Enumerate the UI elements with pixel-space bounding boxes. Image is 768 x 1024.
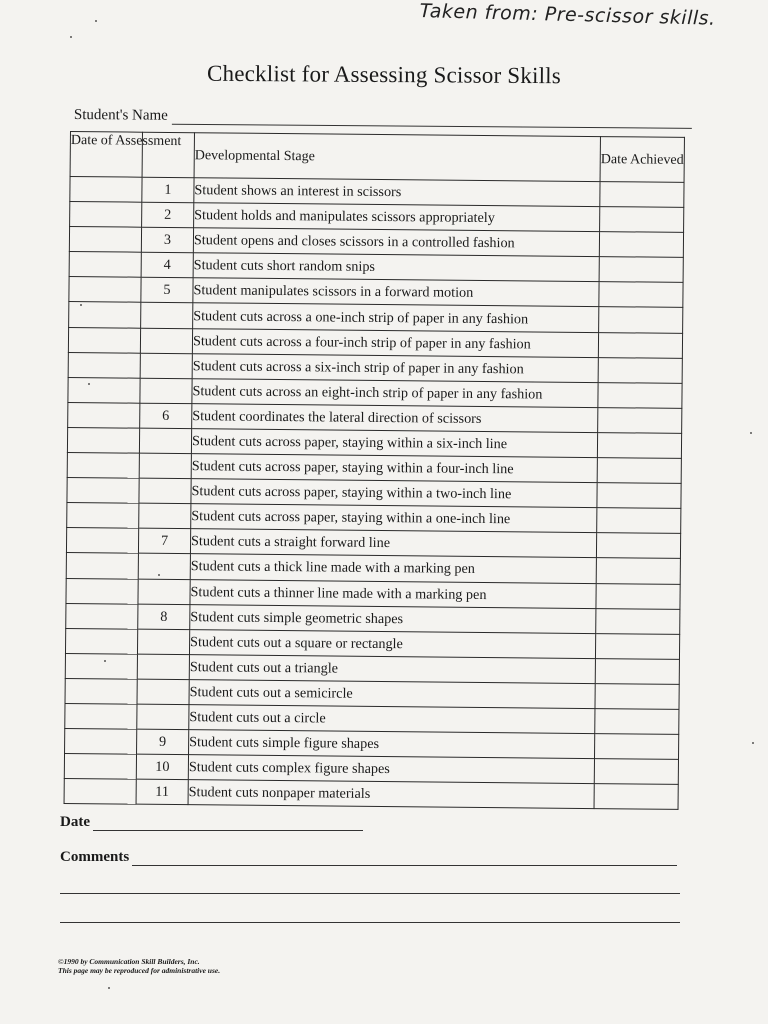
date-of-assessment-cell[interactable] [68,352,140,378]
comments-line-1[interactable] [132,851,677,866]
developmental-stage-text: Student cuts across paper, staying within a one-inch line [191,504,597,533]
stage-number: 10 [136,754,188,780]
date-of-assessment-cell[interactable] [65,703,137,729]
developmental-stage-text: Student cuts out a square or rectangle [189,629,595,658]
date-achieved-cell[interactable] [595,633,679,659]
date-of-assessment-cell[interactable] [64,754,136,780]
stage-number [137,654,189,680]
date-achieved-cell[interactable] [596,608,680,634]
date-achieved-cell[interactable] [597,483,681,509]
stage-number [139,478,191,504]
comments-line-3[interactable] [60,922,680,923]
developmental-stage-text: Student cuts short random snips [193,253,599,282]
stage-number [139,503,191,529]
comments-row [60,849,677,866]
developmental-stage-text: Student cuts out a triangle [189,654,595,683]
stage-number [137,679,189,705]
date-of-assessment-cell[interactable] [65,653,137,679]
stage-number: 9 [137,729,189,755]
date-of-assessment-cell[interactable] [68,402,140,428]
date-of-assessment-cell[interactable] [67,453,139,479]
date-achieved-cell[interactable] [599,307,683,333]
developmental-stage-text: Student cuts across paper, staying within a four-inch line [191,454,597,483]
checklist-body [64,177,684,810]
developmental-stage-text: Student cuts simple figure shapes [189,730,595,759]
developmental-stage-text: Student cuts a thinner line made with a marking pen [190,579,596,608]
stage-number: 6 [140,403,192,429]
date-of-assessment-cell[interactable] [68,327,140,353]
scan-speck [108,987,110,989]
date-of-assessment-cell[interactable] [67,503,139,529]
student-name-label: Student's Name [73,107,168,124]
date-achieved-cell[interactable] [595,683,679,709]
date-of-assessment-cell[interactable] [65,729,137,755]
developmental-stage-text: Student holds and manipulates scissors appropriately [194,203,600,232]
date-achieved-cell[interactable] [598,332,682,358]
stage-number [139,428,191,454]
header-developmental-stage: Developmental Stage [194,133,600,182]
date-achieved-cell[interactable] [596,533,680,559]
checklist-sheet [64,131,684,810]
stage-number [137,704,189,730]
stage-number [140,353,192,379]
stage-number: 5 [141,278,193,304]
copyright-line-2: This page may be reproduced for administrative use. [58,966,221,975]
date-achieved-cell[interactable] [599,257,683,283]
developmental-stage-text: Student opens and closes scissors in a controlled fashion [193,228,599,257]
developmental-stage-text: Student cuts nonpaper materials [188,780,594,809]
developmental-stage-text: Student cuts across a one-inch strip of paper in any fashion [193,303,599,332]
stage-number [140,378,192,404]
date-achieved-cell[interactable] [595,658,679,684]
comments-line-2[interactable] [60,893,680,894]
date-of-assessment-cell[interactable] [66,578,138,604]
stage-number [141,303,193,329]
stage-number: 2 [142,202,194,228]
date-achieved-cell[interactable] [597,433,681,459]
date-achieved-cell[interactable] [599,282,683,308]
stage-number [139,453,191,479]
header-date-of-assessment: Date of Assessment [70,132,142,178]
checklist-table [64,131,685,810]
stage-number: 11 [136,779,188,805]
developmental-stage-text: Student cuts across paper, staying within a two-inch line [191,479,597,508]
scan-speck [158,574,160,576]
date-of-assessment-cell[interactable] [69,227,141,253]
date-achieved-cell[interactable] [598,357,682,383]
stage-number: 3 [141,227,193,253]
table-row [64,779,678,810]
date-achieved-cell[interactable] [598,382,682,408]
scan-speck [88,383,90,385]
table-header-row [70,132,684,183]
date-of-assessment-cell[interactable] [65,628,137,654]
stage-number [138,554,190,580]
date-of-assessment-cell[interactable] [68,377,140,403]
stage-number: 7 [138,528,190,554]
scan-speck [750,432,752,434]
date-achieved-cell[interactable] [595,709,679,735]
date-of-assessment-cell[interactable] [69,252,141,278]
date-label: Date [60,814,90,830]
developmental-stage-text: Student cuts across an eight-inch strip of paper in any fashion [192,378,598,407]
developmental-stage-text: Student cuts across a four-inch strip of paper in any fashion [192,328,598,357]
copyright-line-1: ©1990 by Communication Skill Builders, Inc. [58,957,200,966]
date-of-assessment-cell[interactable] [64,779,136,805]
developmental-stage-text: Student coordinates the lateral direction of scissors [192,404,598,433]
developmental-stage-text: Student cuts a straight forward line [190,529,596,558]
stage-number: 4 [141,252,193,278]
date-achieved-cell[interactable] [594,759,678,785]
date-of-assessment-cell[interactable] [65,678,137,704]
date-of-assessment-cell[interactable] [66,528,138,554]
date-of-assessment-cell[interactable] [70,177,142,203]
developmental-stage-text: Student shows an interest in scissors [194,178,600,207]
developmental-stage-text: Student manipulates scissors in a forward motion [193,278,599,307]
handwritten-note: Taken from: Pre-scissor skills. [419,0,716,30]
date-achieved-cell[interactable] [594,784,678,810]
date-of-assessment-cell[interactable] [70,202,142,228]
scan-speck [80,304,82,306]
date-achieved-cell[interactable] [594,734,678,760]
stage-number [138,579,190,605]
date-of-assessment-cell[interactable] [66,553,138,579]
date-achieved-cell[interactable] [597,508,681,534]
student-name-line[interactable] [172,110,692,129]
comments-label: Comments [60,849,130,865]
developmental-stage-text: Student cuts complex figure shapes [188,755,594,784]
stage-number [137,629,189,655]
date-achieved-cell[interactable] [597,458,681,484]
page-title: Checklist for Assessing Scissor Skills [206,60,562,89]
date-achieved-cell[interactable] [598,407,682,433]
date-row [60,814,363,831]
developmental-stage-text: Student cuts simple geometric shapes [190,604,596,633]
date-achieved-cell[interactable] [600,207,684,233]
developmental-stage-text: Student cuts across a six-inch strip of paper in any fashion [192,353,598,382]
date-achieved-cell[interactable] [596,583,680,609]
date-achieved-cell[interactable] [599,232,683,258]
stage-number: 8 [138,604,190,630]
scan-speck [95,20,97,22]
date-of-assessment-cell[interactable] [67,478,139,504]
copyright-notice [58,957,220,975]
date-of-assessment-cell[interactable] [69,277,141,303]
date-achieved-cell[interactable] [596,558,680,584]
developmental-stage-text: Student cuts a thick line made with a marking pen [190,554,596,583]
developmental-stage-text: Student cuts out a semicircle [189,680,595,709]
stage-number [140,328,192,354]
scan-speck [104,660,106,662]
date-of-assessment-cell[interactable] [66,603,138,629]
date-line[interactable] [93,816,363,831]
scan-speck [70,36,72,38]
scan-speck [752,742,754,744]
developmental-stage-text: Student cuts across paper, staying within a six-inch line [191,429,597,458]
developmental-stage-text: Student cuts out a circle [189,705,595,734]
date-of-assessment-cell[interactable] [67,427,139,453]
stage-number: 1 [142,177,194,203]
date-achieved-cell[interactable] [600,182,684,208]
header-date-achieved: Date Achieved [600,137,684,183]
student-name-row [74,107,692,129]
